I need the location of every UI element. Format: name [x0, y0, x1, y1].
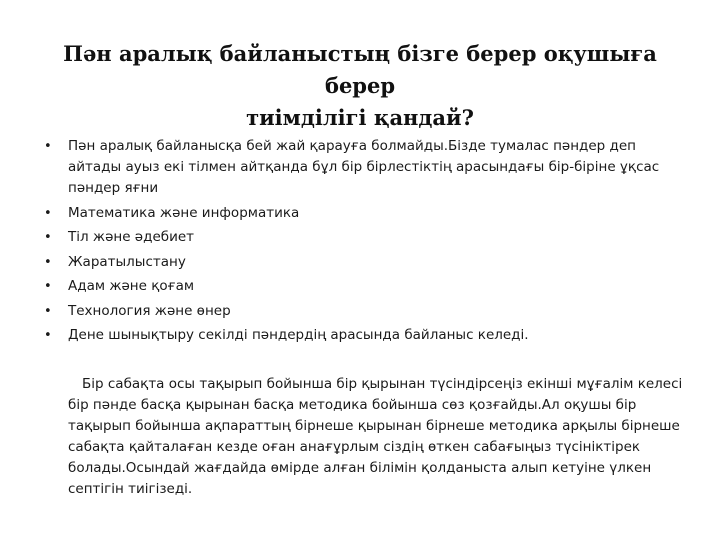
bullet-dot: •: [44, 303, 52, 319]
body-paragraph: Бір сабақта осы тақырып бойынша бір қырынан түсіндірсеңіз екінші мұғалім келесі бір пәнде басқа қырынан басқа методика бойынша сөз қозғайды.Ал оқушы бір тақырып бойынша ақпараттың бірнеше қырынан бірнеше методика арқылы бірнеше сабақта қайталаған кезде оған анағұрлым сіздің өткен сабағыңыз түсініктірек болады.Осындай жағдайда өмірде алған білімін қолданыста алып кетуіне үлкен септігін тиігізеді.: [68, 376, 683, 497]
title-line-1: Пән аралық байланыстың бізге берер оқушыға берер: [63, 41, 657, 98]
bullet-dot: •: [44, 205, 52, 221]
list-item: [44, 203, 684, 224]
list-item: [44, 252, 684, 273]
list-item: [44, 227, 684, 248]
list-item: [44, 276, 684, 297]
bullet-dot: •: [44, 254, 52, 270]
list-item: [44, 325, 684, 346]
bullet-text: Тіл және әдебиет: [68, 229, 195, 245]
bullet-text: Пән аралық байланысқа бей жай қарауға болмайды.Бізде тумалас пәндер деп айтады ауыз екі тілмен айтқанда бұл бір бірлестіктің арасындағы бір-біріне ұқсас пәндер яғни: [68, 138, 660, 196]
title-line-2: тиімділігі қандай?: [246, 105, 474, 130]
bullet-text: Технология және өнер: [68, 302, 231, 319]
bullet-list: [44, 136, 684, 350]
bullet-dot: •: [44, 230, 52, 245]
bullet-text: Математика және информатика: [68, 204, 300, 221]
bullet-text: Жаратылыстану: [68, 253, 186, 270]
bullet-text: Дене шынықтыру секілді пәндердің арасында байланыс келеді.: [68, 327, 529, 343]
bullet-text: Адам және қоғам: [68, 278, 195, 294]
slide-title: [40, 38, 680, 134]
list-item: [44, 136, 684, 199]
bullet-dot: •: [44, 328, 52, 343]
list-item: [44, 301, 684, 322]
bullet-dot: •: [44, 139, 52, 154]
bullet-dot: •: [44, 279, 52, 294]
